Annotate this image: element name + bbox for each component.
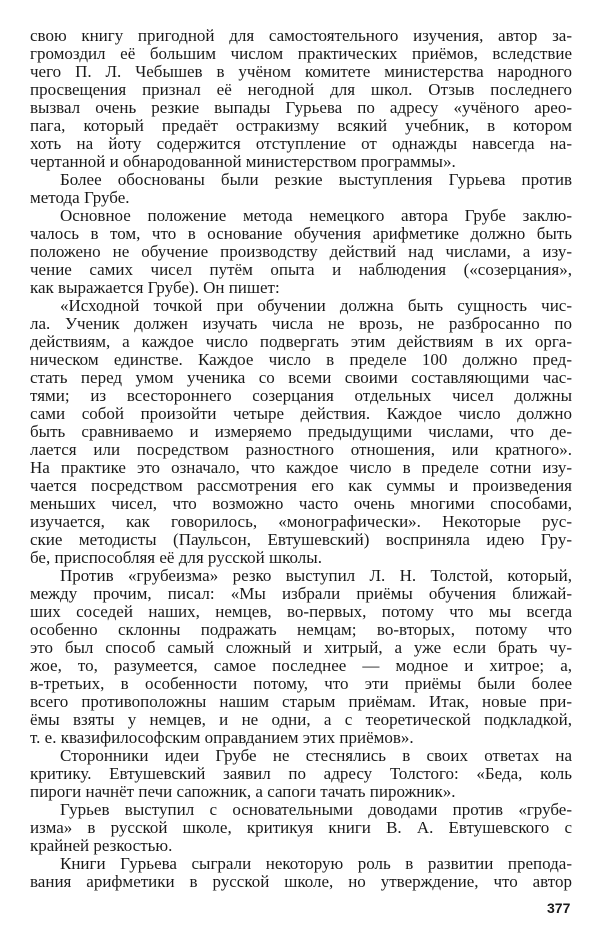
text-line: громоздил её большим числом практических приёмов, вследствие	[30, 44, 572, 63]
text-line: тями; из всестороннего созерцания отдельных чисел должны	[30, 386, 572, 405]
text-line: чертанной и обнародованной министерством программы».	[30, 152, 456, 171]
text-line: Гурьев выступил с основательными доводами против «грубе-	[60, 800, 572, 819]
text-line: чего П. Л. Чебышев в учёном комитете министерства народного	[30, 62, 572, 81]
text-line: критику. Евтушевский заявил по адресу Толстого: «Беда, коль	[30, 764, 572, 783]
text-line: Более обоснованы были резкие выступления Гурьева против	[60, 170, 572, 189]
text-line: Сторонники идеи Грубе не стеснялись в своих ответах на	[60, 746, 572, 765]
text-line: изучается, как говорилось, «монографически». Некоторые рус-	[30, 512, 572, 531]
text-line: в-третьих, в особенности потому, что эти приёмы были более	[30, 674, 572, 693]
text-line: крайней резкостью.	[30, 836, 173, 855]
text-line: Основное положение метода немецкого автора Грубе заклю-	[60, 206, 572, 225]
text-line: т. е. квазифилософским оправданием этих приёмов».	[30, 728, 414, 747]
text-line: быть сравниваемо и измеряемо предыдущими числами, что де-	[30, 422, 572, 441]
text-line: лается или посредством разностного отношения, или кратного».	[30, 440, 572, 459]
text-line: «Исходной точкой при обучении должна быть сущность чис-	[60, 296, 572, 315]
text-line: жое, то, разумеется, самое последнее — модное и хитрое; а,	[30, 656, 572, 675]
text-line: меньших чисел, что возможно часто очень многими способами,	[30, 494, 572, 513]
text-line: всего противоположны нашим старым приёмам. Итак, новые при-	[30, 692, 572, 711]
text-line: положено не обучение производству действий над числами, а изу-	[30, 242, 572, 261]
text-line: ла. Ученик должен изучать числа не врозь, не разбросанно по	[30, 314, 572, 333]
text-line: чение самих чисел путём опыта и наблюдения («созерцания»,	[30, 260, 572, 279]
text-line: бе, приспособляя её для русской школы.	[30, 548, 322, 567]
text-line: вызвал очень резкие выпады Гурьева по адресу «учёного арео-	[30, 98, 572, 117]
text-line: просвещения признал её негодной для школ. Отзыв последнего	[30, 80, 572, 99]
text-line: ших соседей наших, немцев, во-первых, потому что мы всегда	[30, 602, 572, 621]
text-line: изма» в русской школе, критикуя книги В. А. Евтушевского с	[30, 818, 572, 837]
text-line: метода Грубе.	[30, 188, 130, 207]
text-line: действиям, а каждое число подвергать этим действиям в их орга-	[30, 332, 572, 351]
text-line: чалось в том, что в основание обучения арифметике должно быть	[30, 224, 572, 243]
text-line: между прочим, писал: «Мы избрали приёмы обучения ближай-	[30, 584, 572, 603]
text-line: пага, который предаёт остракизму всякий учебник, в котором	[30, 116, 572, 135]
page-text-body	[30, 27, 572, 891]
text-line: Книги Гурьева сыграли некоторую роль в развитии препода-	[60, 854, 572, 873]
text-line: вания арифметики в русской школе, но утверждение, что автор	[30, 872, 572, 891]
page-number: 377	[547, 900, 571, 916]
text-line: особенно склонны подражать немцам; во-вторых, потому что	[30, 620, 572, 639]
text-line: ническом единстве. Каждое число в пределе 100 должно пред-	[30, 350, 572, 369]
text-line: чается посредством рассмотрения его как суммы и произведения	[30, 476, 572, 495]
text-line: Против «грубеизма» резко выступил Л. Н. Толстой, который,	[60, 566, 572, 585]
text-line: свою книгу пригодной для самостоятельного изучения, автор за-	[30, 26, 572, 45]
text-line: ёмы взяты у немцев, и не одни, а с теоретической подкладкой,	[30, 710, 572, 729]
text-line: сами собой произойти четыре действия. Каждое число должно	[30, 404, 572, 423]
text-line: пироги начнёт печи сапожник, а сапоги тачать пирожник».	[30, 782, 456, 801]
text-line: ские методисты (Паульсон, Евтушевский) восприняла идею Гру-	[30, 530, 572, 549]
text-line: как выражается Грубе). Он пишет:	[30, 278, 280, 297]
text-line: На практике это означало, что каждое число в пределе сотни изу-	[30, 458, 572, 477]
text-line: стать перед умом ученика со всеми своими составляющими час-	[30, 368, 572, 387]
text-line: хоть на йоту содержится отступление от однажды навсегда на-	[30, 134, 572, 153]
text-line: это был способ самый сложный и хитрый, а уже если брать чу-	[30, 638, 572, 657]
